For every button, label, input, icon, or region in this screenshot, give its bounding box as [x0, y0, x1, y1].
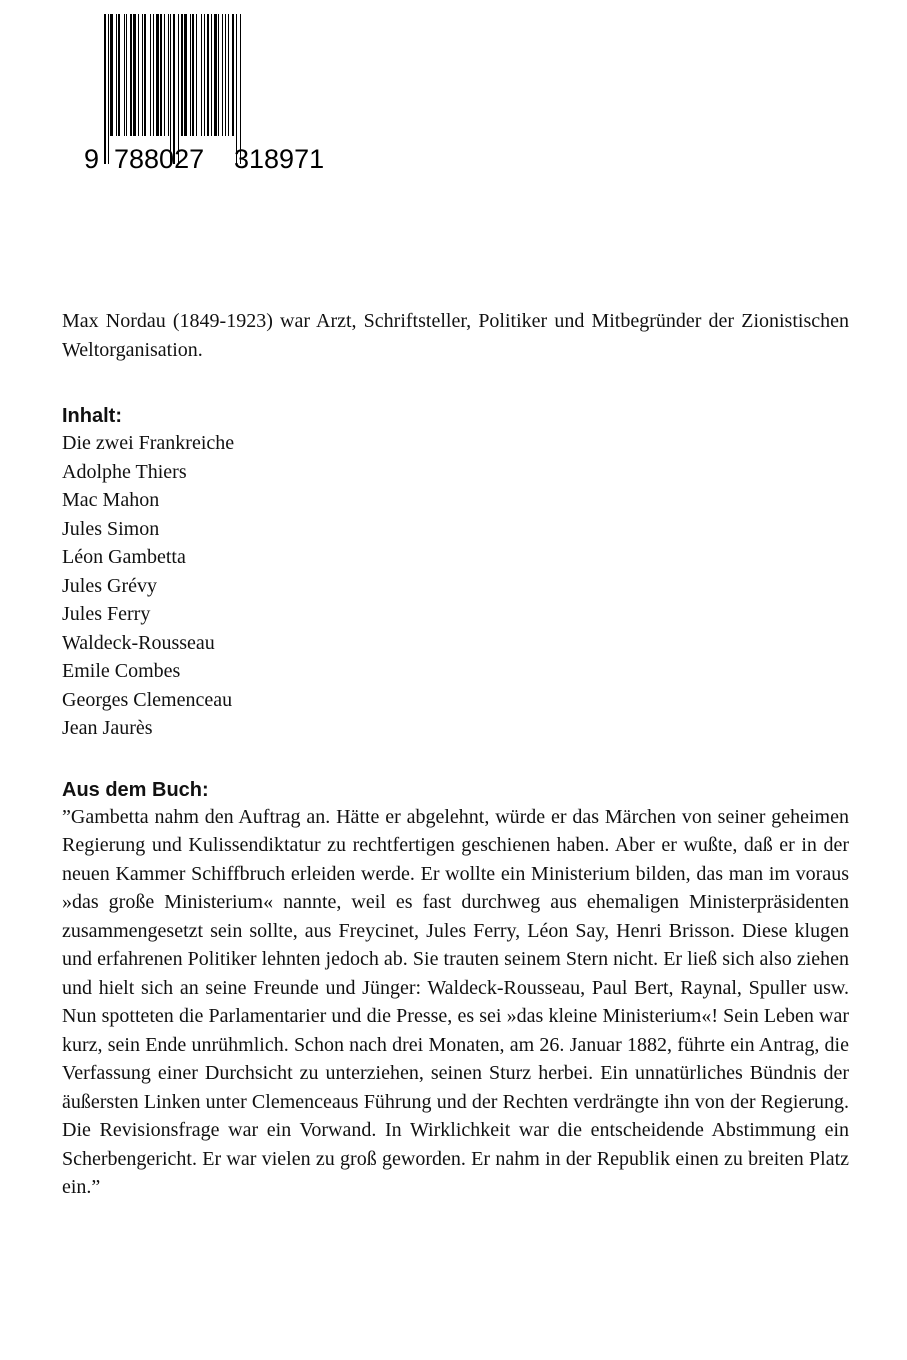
- barcode-bar: [232, 14, 234, 136]
- barcode-digits-left: 788027: [114, 144, 205, 174]
- contents-item: Emile Combes: [62, 660, 181, 682]
- contents-item: Jules Simon: [62, 517, 160, 540]
- barcode-bar: [153, 14, 154, 136]
- barcode-bar: [196, 14, 197, 136]
- isbn-barcode: [84, 14, 350, 174]
- barcode-bar: [118, 14, 120, 136]
- barcode-bar: [192, 14, 194, 136]
- barcode-bars: [104, 14, 350, 164]
- barcode-bar: [110, 14, 113, 136]
- barcode-digits-right: 318971: [234, 144, 325, 174]
- barcode-bar: [240, 14, 241, 164]
- barcode-bar: [170, 14, 171, 164]
- barcode-bar: [184, 14, 187, 136]
- barcode-bar: [156, 14, 159, 136]
- contents-list: [62, 429, 849, 743]
- barcode-bar: [144, 14, 146, 136]
- contents-item: Jules Grévy: [62, 574, 157, 597]
- barcode-bar: [173, 14, 175, 164]
- barcode-bar: [130, 14, 132, 136]
- barcode-bar: [116, 14, 117, 136]
- barcode-bar: [108, 14, 109, 164]
- barcode-digit-prefix: 9: [84, 144, 100, 174]
- barcode-bar: [211, 14, 212, 136]
- text-content: [62, 307, 849, 1202]
- barcode-bar: [104, 14, 106, 164]
- barcode-bar: [133, 14, 136, 136]
- barcode-bar: [228, 14, 229, 136]
- barcode-bar: [236, 14, 237, 164]
- contents-item: Die zwei Frankreiche: [62, 432, 235, 454]
- barcode-bar: [164, 14, 165, 136]
- barcode-bar: [168, 14, 169, 136]
- excerpt-heading: Aus dem Buch:: [62, 778, 209, 801]
- barcode-bar: [204, 14, 205, 136]
- barcode-bar: [201, 14, 202, 136]
- barcode-bar: [214, 14, 217, 136]
- barcode-bar: [142, 14, 143, 136]
- contents-heading: Inhalt:: [62, 405, 122, 427]
- contents-item: Jules Ferry: [62, 603, 151, 625]
- barcode-bar: [190, 14, 191, 136]
- barcode-bar: [222, 14, 223, 136]
- author-intro: Max Nordau (1849-1923) war Arzt, Schriftsteller, Politiker und Mitbegründer der Zionistischen Weltorganisation.: [62, 310, 849, 361]
- book-excerpt: ”Gambetta nahm den Auftrag an. Hätte er abgelehnt, würde er das Märchen von seiner geheimen Regierung und Kulissendiktatur zu rechtfertigen geschienen haben. Aber er wußte, daß er in der neuen Kammer Schiffbruch erleiden werde. Er wollte ein Ministerium bilden, das man im voraus »das große Ministerium« nannte, weil es fast durchweg aus ehemaligen Ministerpräsidenten zusammengesetzt sein sollte, aus Freycinet, Jules Ferry, Léon Say, Henri Brisson. Diese klugen und erfahrenen Politiker lehnten jedoch ab. Sie trauten seinem Stern nicht. Er ließ sich also ziehen und hielt sich an seine Freunde und Jünger: Waldeck-Rousseau, Paul Bert, Raynal, Spuller usw. Nun spotteten die Parlamentarier und die Presse, es sei »das kleine Ministerium«! Sein Leben war kurz, sein Ende unrühmlich. Schon nach drei Monaten, am 26. Januar 1882, führte ein Antrag, die Verfassung einer Durchsicht zu unterziehen, seinen Sturz herbei. Ein unnatürliches Bündnis der äußersten Linken unter Clemenceaus Führung und der Rechten verdrängte ihn von der Regierung. Die Revisionsfrage war ein Vorwand. In Wirklichkeit war die entscheidende Abstimmung ein Scherbengericht. Er war vielen zu groß geworden. Er nahm in der Republik einen zu breiten Platz ein.”: [62, 805, 849, 1198]
- barcode-bar: [124, 14, 125, 136]
- contents-item: Mac Mahon: [62, 489, 160, 511]
- contents-item: Adolphe Thiers: [62, 460, 187, 483]
- barcode-bar: [178, 14, 179, 164]
- barcode-bar: [138, 14, 139, 136]
- contents-item: Jean Jaurès: [62, 717, 153, 739]
- contents-item: Léon Gambetta: [62, 546, 186, 568]
- contents-item: Waldeck-Rousseau: [62, 631, 215, 654]
- barcode-bar: [218, 14, 219, 136]
- barcode-bar: [150, 14, 151, 136]
- contents-item: Georges Clemenceau: [62, 688, 233, 711]
- barcode-bar: [207, 14, 209, 136]
- barcode-bar: [126, 14, 127, 136]
- barcode-bar: [160, 14, 162, 136]
- barcode-bar: [181, 14, 183, 136]
- barcode-bar: [225, 14, 226, 136]
